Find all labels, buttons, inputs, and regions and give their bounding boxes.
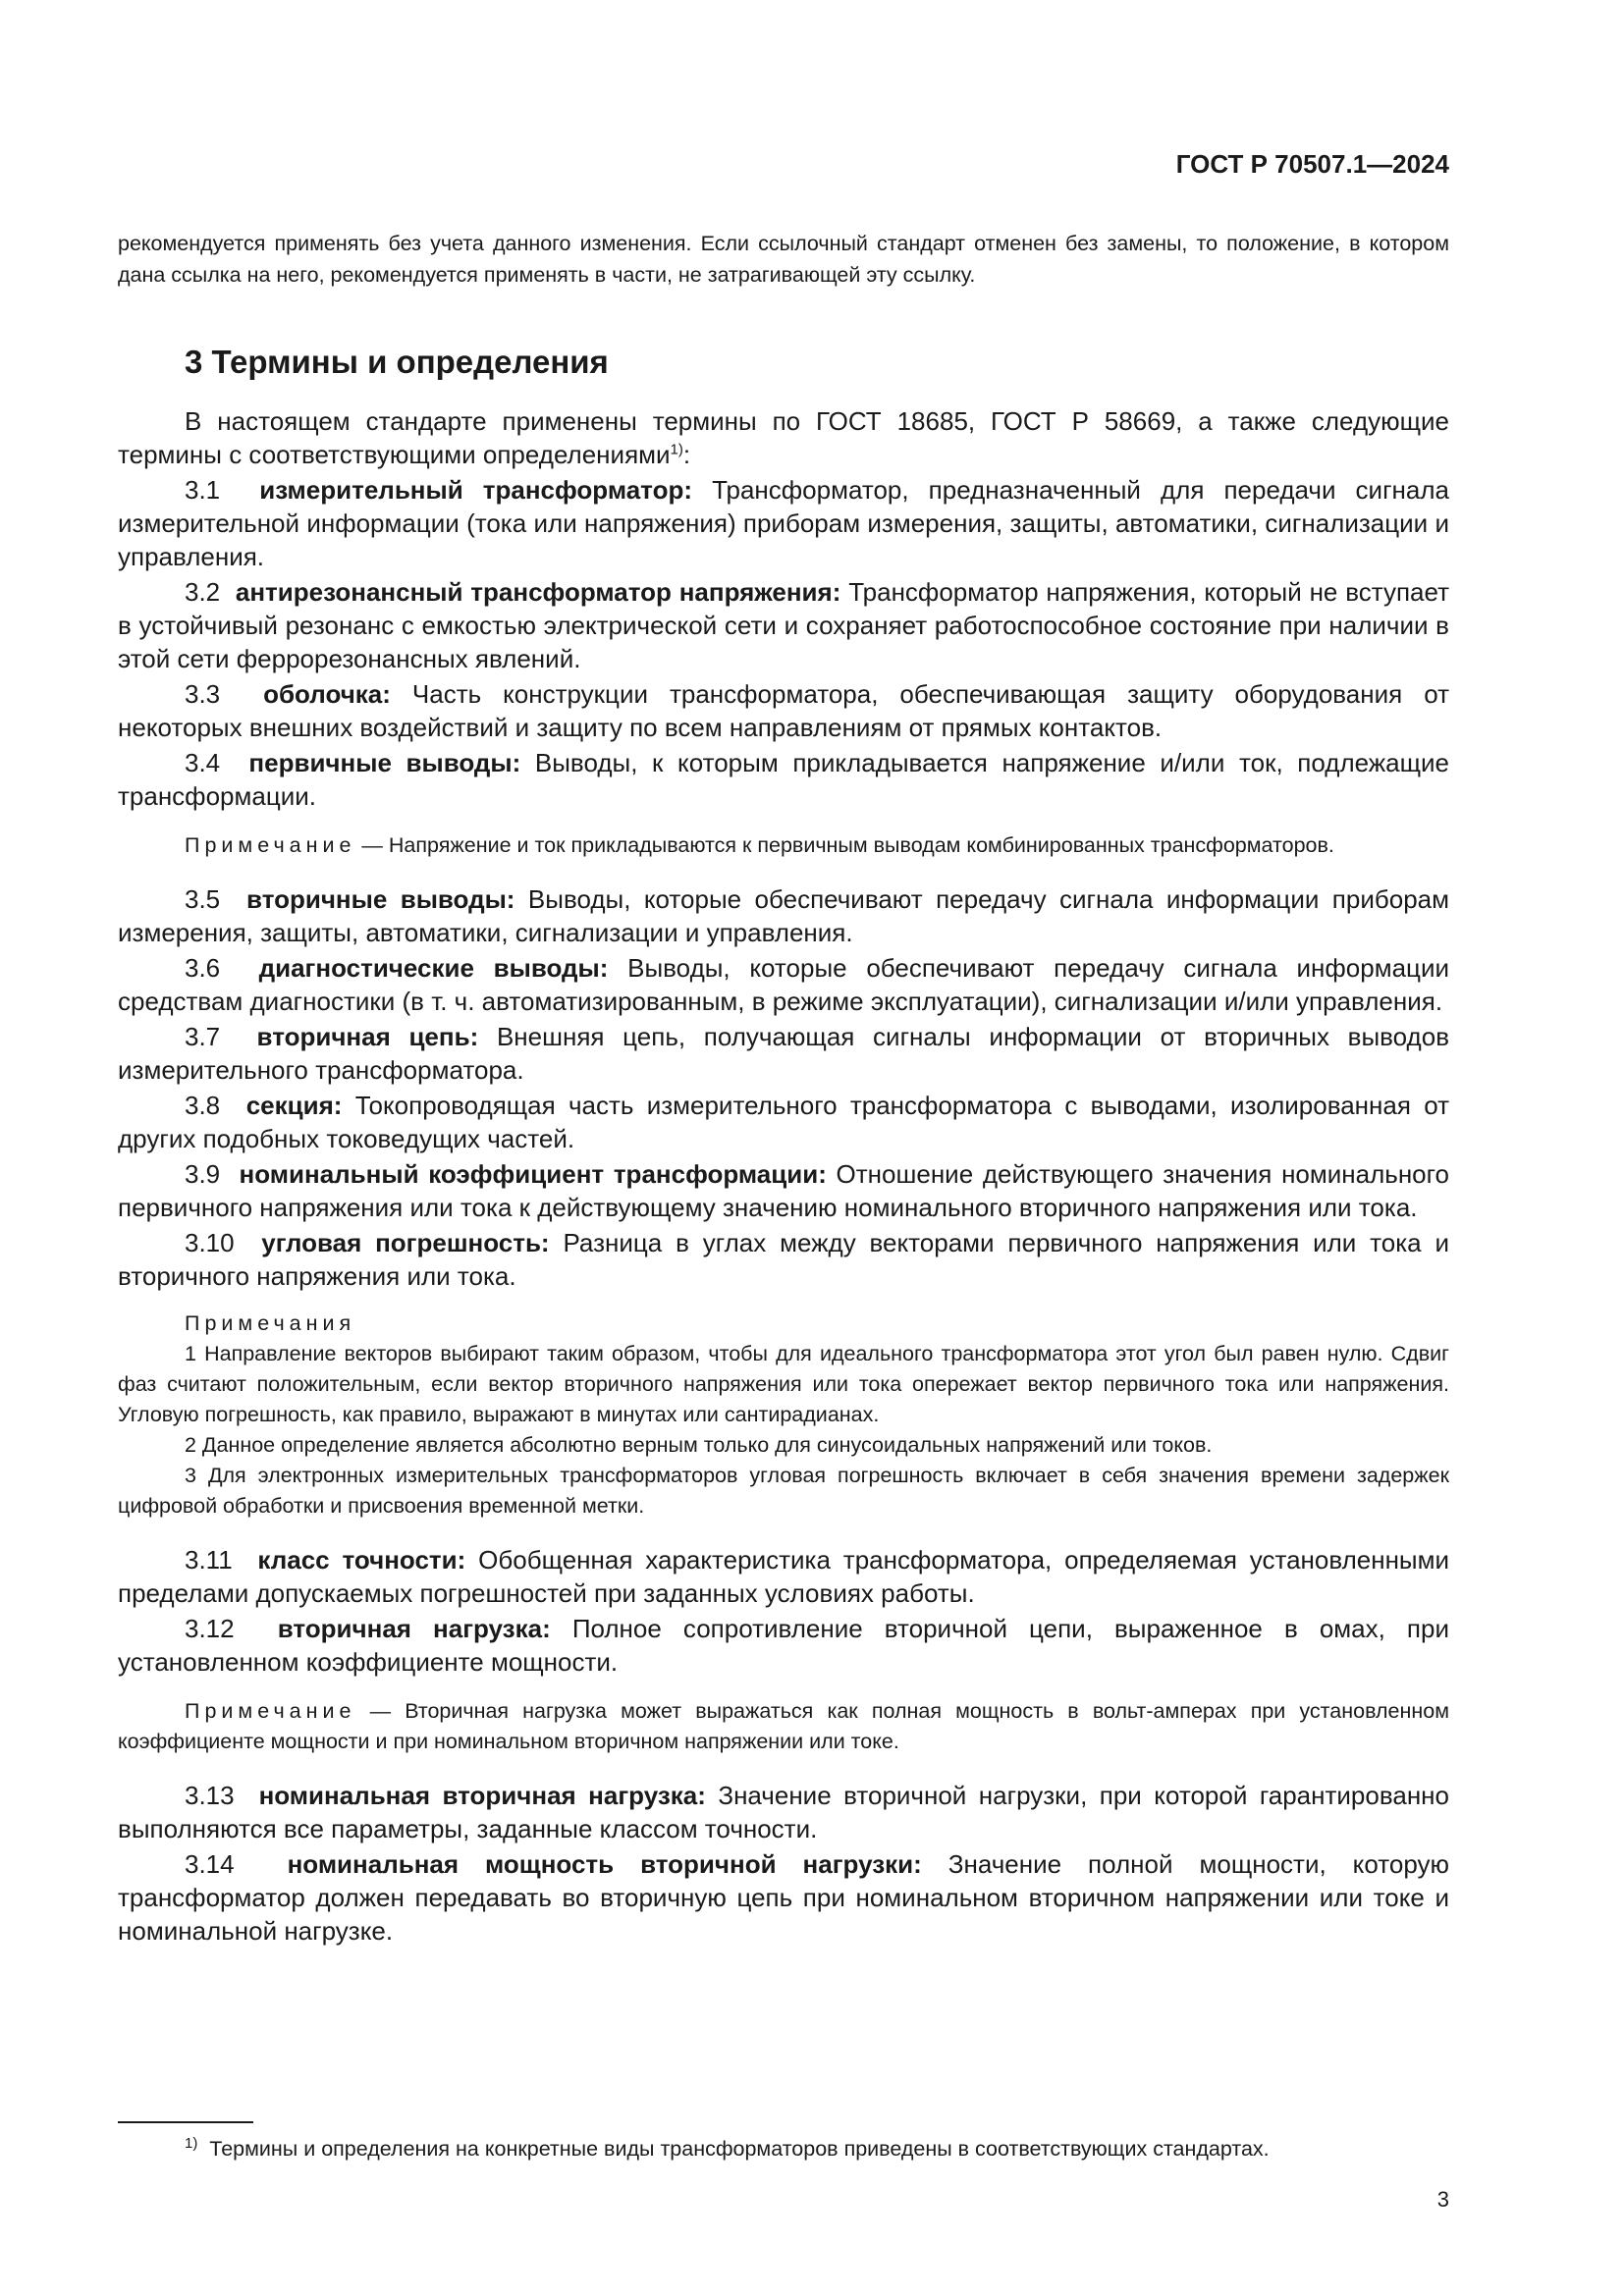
- term-definition: Часть конструкции трансформатора, обеспечивающая защиту оборудования от некоторых внешних воздействий и защиту по всем направлениям от прямых контактов.: [118, 679, 1449, 742]
- term-entry: [118, 473, 1449, 573]
- term-definition: Разница в углах между векторами первичного напряжения или тока и вторичного напряжения или тока.: [118, 1228, 1449, 1291]
- term-definition: Токопроводящая часть измерительного трансформатора с выводами, изолированная от других подобных токоведущих частей.: [118, 1091, 1449, 1153]
- term-number: 3.7: [185, 1022, 221, 1051]
- term-entry: [118, 575, 1449, 675]
- term-definition: Отношение действующего значения номинального первичного напряжения или тока к действующему значению номинального вторичного напряжения или тока.: [118, 1159, 1450, 1222]
- term-definition: Выводы, которые обеспечивают передачу сигнала информации средствам диагностики (в т. ч. автоматизированным, в режиме эксплуатации), сигнализации и/или управления.: [118, 953, 1449, 1016]
- term-number: 3.12: [185, 1614, 235, 1643]
- term-name: номинальная мощность вторичной нагрузки:: [287, 1849, 922, 1879]
- note-item: 3 Для электронных измерительных трансформаторов угловая погрешность включает в себя значения времени задержек цифровой обработки и присвоения временной метки.: [118, 1464, 1449, 1518]
- term-definition: Трансформатор, предназначенный для передачи сигнала измерительной информации (тока или напряжения) приборам измерения, защиты, автоматики, сигнализации и управления.: [118, 475, 1449, 571]
- notes-block: [118, 1308, 1449, 1522]
- footnote-ref: 1): [670, 441, 683, 458]
- term-number: 3.2: [185, 577, 221, 607]
- term-name: угловая погрешность:: [261, 1228, 550, 1257]
- term-name: класс точности:: [257, 1545, 466, 1575]
- note-item: 2 Данное определение является абсолютно верным только для синусоидальных напряжений или токов.: [185, 1433, 1213, 1457]
- term-number: 3.13: [185, 1781, 235, 1810]
- term-number: 3.14: [185, 1849, 235, 1879]
- term-name: антирезонансный трансформатор напряжения:: [235, 577, 841, 607]
- footnote-mark: 1): [185, 2134, 198, 2152]
- term-number: 3.10: [185, 1228, 235, 1257]
- term-number: 3.6: [185, 953, 221, 983]
- document-code: ГОСТ Р 70507.1—2024: [1175, 149, 1449, 179]
- footnote: [185, 2134, 1449, 2163]
- term-name: измерительный трансформатор:: [259, 475, 692, 505]
- document-page: [118, 0, 1449, 2296]
- term-name: номинальный коэффициент трансформации:: [239, 1159, 827, 1189]
- term-name: секция:: [245, 1091, 343, 1120]
- term-entry: [118, 951, 1449, 1018]
- note-label: Примечание: [185, 1699, 356, 1723]
- term-entry: [118, 1543, 1449, 1610]
- term-entry: [118, 1612, 1449, 1679]
- term-name: оболочка:: [263, 679, 391, 709]
- term-entry: [118, 1020, 1449, 1087]
- continuation-paragraph: рекомендуется применять без учета данного изменения. Если ссылочный стандарт отменен без замены, то положение, в котором дана ссылка на него, рекомендуется применять в части, не затрагивающей эту ссылку.: [118, 232, 1449, 287]
- term-name: вторичная нагрузка:: [277, 1614, 551, 1643]
- term-number: 3.5: [185, 884, 221, 914]
- term-definition: Выводы, которые обеспечивают передачу сигнала информации приборам измерения, защиты, автоматики, сигнализации и управления.: [118, 884, 1450, 947]
- term-definition: Трансформатор напряжения, который не вступает в устойчивый резонанс с емкостью электрической сети и сохраняет работоспособное состояние при наличии в этой сети феррорезонансных явлений.: [118, 577, 1450, 673]
- term-name: первичные выводы:: [248, 748, 521, 777]
- section-title: 3 Термины и определения: [185, 344, 609, 380]
- term-name: вторичные выводы:: [246, 884, 515, 914]
- term-entry: [118, 677, 1449, 744]
- term-number: 3.3: [185, 679, 221, 709]
- term-definition: Значение вторичной нагрузки, при которой гарантированно выполняются все параметры, заданные классом точности.: [118, 1781, 1450, 1843]
- term-name: вторичная цепь:: [256, 1022, 479, 1051]
- term-number: 3.1: [185, 475, 221, 505]
- notes-label: [118, 1308, 1449, 1339]
- term-name: диагностические выводы:: [258, 953, 609, 983]
- footnote-divider: [118, 2121, 253, 2123]
- term-definition: Обобщенная характеристика трансформатора, определяемая установленными пределами допускаемых погрешностей при заданных условиях работы.: [118, 1545, 1450, 1608]
- note-label: Примечание: [185, 833, 356, 857]
- note-text: — Напряжение и ток прикладываются к первичным выводам комбинированных трансформаторов.: [355, 833, 1334, 857]
- term-entry: [118, 1847, 1449, 1948]
- term-entry: [118, 1157, 1449, 1224]
- term-entry: [118, 746, 1449, 813]
- term-definition: Выводы, к которым прикладывается напряжение и/или ток, подлежащие трансформации.: [118, 748, 1450, 811]
- notes-label-text: Примечания: [185, 1311, 356, 1335]
- term-entry: [118, 1779, 1449, 1845]
- intro-paragraph: [118, 404, 1449, 471]
- note-text: — Вторичная нагрузка может выражаться как полная мощность в вольт-амперах при установленном коэффициенте мощности и при номинальном вторичном напряжении или токе.: [118, 1699, 1449, 1753]
- term-entry: [118, 882, 1449, 949]
- note-paragraph: [118, 830, 1449, 861]
- term-number: 3.11: [185, 1545, 233, 1575]
- intro-colon: :: [682, 440, 691, 469]
- term-number: 3.4: [185, 748, 221, 777]
- note-item: 1 Направление векторов выбирают таким образом, чтобы для идеального трансформатора этот угол был равен нулю. Сдвиг фаз считают положительным, если вектор вторичного напряжения или тока опережает вектор первичного тока или напряжения. Угловую погрешность, как правило, выражают в минутах или сантирадианах.: [118, 1342, 1449, 1426]
- term-definition: Значение полной мощности, которую трансформатор должен передавать во вторичную цепь при номинальном вторичном напряжении или токе и номинальной нагрузке.: [118, 1849, 1449, 1946]
- term-entry: [118, 1089, 1449, 1155]
- term-number: 3.8: [185, 1091, 221, 1120]
- term-definition: Внешняя цепь, получающая сигналы информации от вторичных выводов измерительного трансформатора.: [118, 1022, 1450, 1085]
- term-name: номинальная вторичная нагрузка:: [258, 1781, 706, 1810]
- page-number: 3: [1436, 2187, 1449, 2212]
- term-entry: [118, 1226, 1449, 1293]
- term-number: 3.9: [185, 1159, 221, 1189]
- section-body: [118, 404, 1449, 1949]
- note-paragraph: [118, 1696, 1449, 1757]
- intro-text: В настоящем стандарте применены термины по ГОСТ 18685, ГОСТ Р 58669, а также следующие термины с соответствующими определениями: [118, 406, 1449, 469]
- term-definition: Полное сопротивление вторичной цепи, выраженное в омах, при установленном коэффициенте мощности.: [118, 1614, 1449, 1677]
- footnote-text: Термины и определения на конкретные виды трансформаторов приведены в соответствующих стандартах.: [209, 2137, 1270, 2161]
